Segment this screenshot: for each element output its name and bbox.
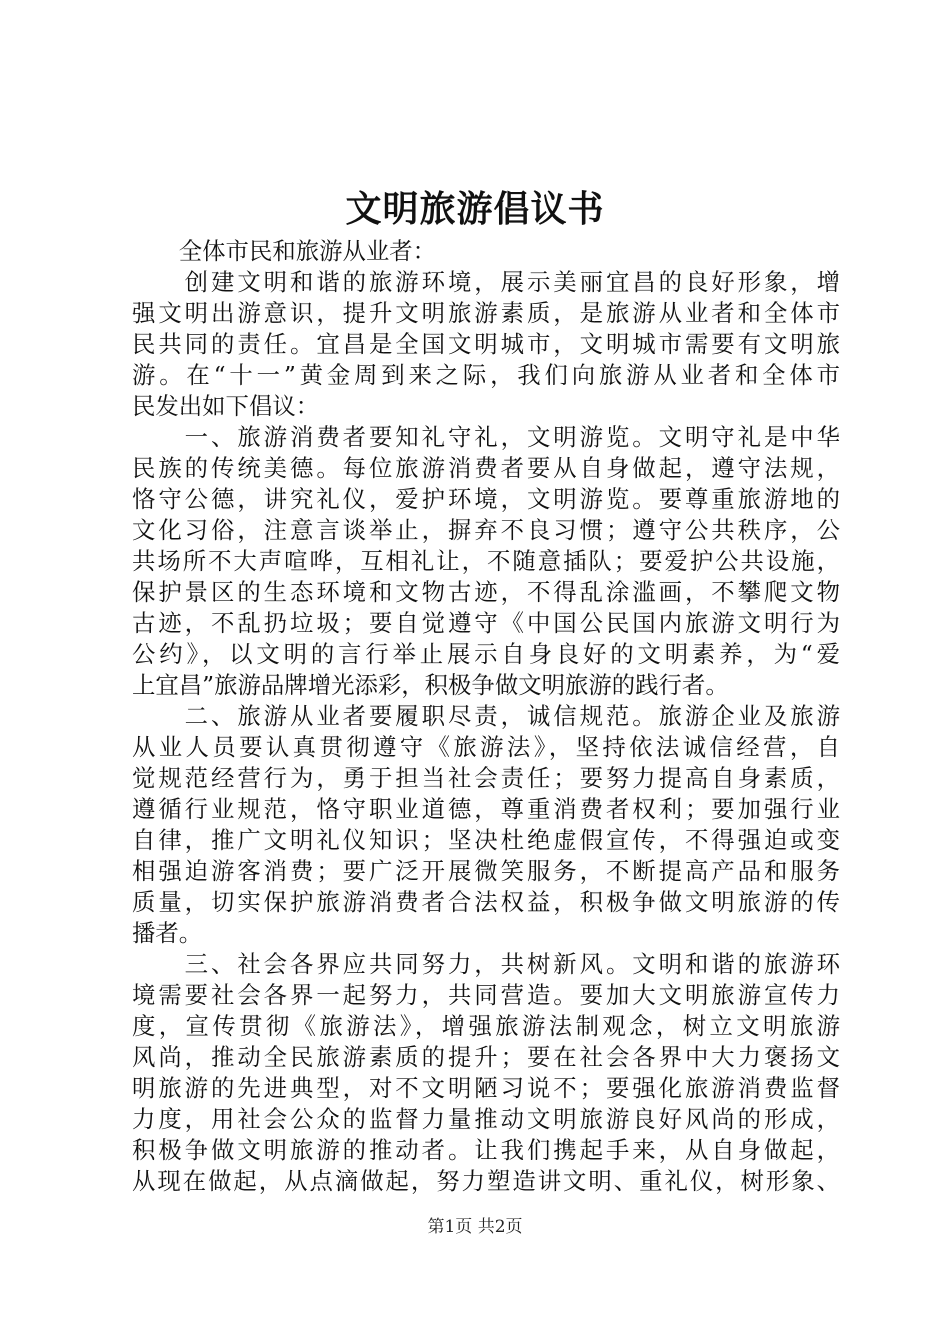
- body-line: 二、旅游从业者要履职尽责，诚信规范。旅游企业及旅游: [132, 702, 840, 730]
- body-line: 遵循行业规范，恪守职业道德，尊重消费者权利；要加强行业: [132, 795, 840, 823]
- body-line: 从现在做起，从点滴做起，努力塑造讲文明、重礼仪，树形象、: [132, 1167, 840, 1195]
- body-line: 相强迫游客消费；要广泛开展微笑服务，不断提高产品和服务: [132, 857, 840, 885]
- body-line: 力度，用社会公众的监督力量推动文明旅游良好风尚的形成，: [132, 1105, 840, 1133]
- body-line: 觉规范经营行为，勇于担当社会责任；要努力提高自身素质，: [132, 764, 840, 792]
- body-line: 民族的传统美德。每位旅游消费者要从自身做起，遵守法规，: [132, 454, 840, 482]
- body-line: 文化习俗，注意言谈举止，摒弃不良习惯；遵守公共秩序，公: [132, 516, 840, 544]
- body-line: 境需要社会各界一起努力，共同营造。要加大文明旅游宣传力: [132, 981, 840, 1009]
- body-line: 民共同的责任。宜昌是全国文明城市，文明城市需要有文明旅: [132, 330, 840, 358]
- document-body: [132, 236, 840, 1197]
- page-footer: 第1页 共2页: [427, 1217, 523, 1237]
- body-line: 古迹，不乱扔垃圾；要自觉遵守《中国公民国内旅游文明行为: [132, 609, 840, 637]
- body-line: 游。在“十一”黄金周到来之际，我们向旅游从业者和全体市: [132, 361, 840, 389]
- body-line: 风尚，推动全民旅游素质的提升；要在社会各界中大力褒扬文: [132, 1043, 840, 1071]
- body-line: 三、社会各界应共同努力，共树新风。文明和谐的旅游环: [132, 950, 840, 978]
- body-line: 自律，推广文明礼仪知识；坚决杜绝虚假宣传，不得强迫或变: [132, 826, 840, 854]
- page-title: 文明旅游倡议书: [345, 188, 605, 230]
- body-line: 恪守公德，讲究礼仪，爱护环境，文明游览。要尊重旅游地的: [132, 485, 840, 513]
- body-line: 积极争做文明旅游的推动者。让我们携起手来，从自身做起，: [132, 1136, 840, 1164]
- body-line: 从业人员要认真贯彻遵守《旅游法》，坚持依法诚信经营，自: [132, 733, 840, 761]
- body-line: 度，宣传贯彻《旅游法》，增强旅游法制观念，树立文明旅游: [132, 1012, 840, 1040]
- body-line: 上宜昌”旅游品牌增光添彩，积极争做文明旅游的践行者。: [132, 671, 729, 699]
- body-line: 一、旅游消费者要知礼守礼，文明游览。文明守礼是中华: [132, 423, 840, 451]
- body-line: 明旅游的先进典型，对不文明陋习说不；要强化旅游消费监督: [132, 1074, 840, 1102]
- body-line: 保护景区的生态环境和文物古迹，不得乱涂滥画，不攀爬文物: [132, 578, 840, 606]
- body-line: 公约》，以文明的言行举止展示自身良好的文明素养，为“爱: [132, 640, 840, 668]
- body-line: 共场所不大声喧哗，互相礼让，不随意插队；要爱护公共设施，: [132, 547, 840, 575]
- body-line: 全体市民和旅游从业者：: [132, 237, 437, 265]
- body-line: 强文明出游意识，提升文明旅游素质，是旅游从业者和全体市: [132, 299, 840, 327]
- body-line: 创建文明和谐的旅游环境，展示美丽宜昌的良好形象，增: [132, 268, 840, 296]
- body-line: 播者。: [132, 919, 203, 947]
- body-line: 民发出如下倡议：: [132, 392, 320, 420]
- body-line: 质量，切实保护旅游消费者合法权益，积极争做文明旅游的传: [132, 888, 840, 916]
